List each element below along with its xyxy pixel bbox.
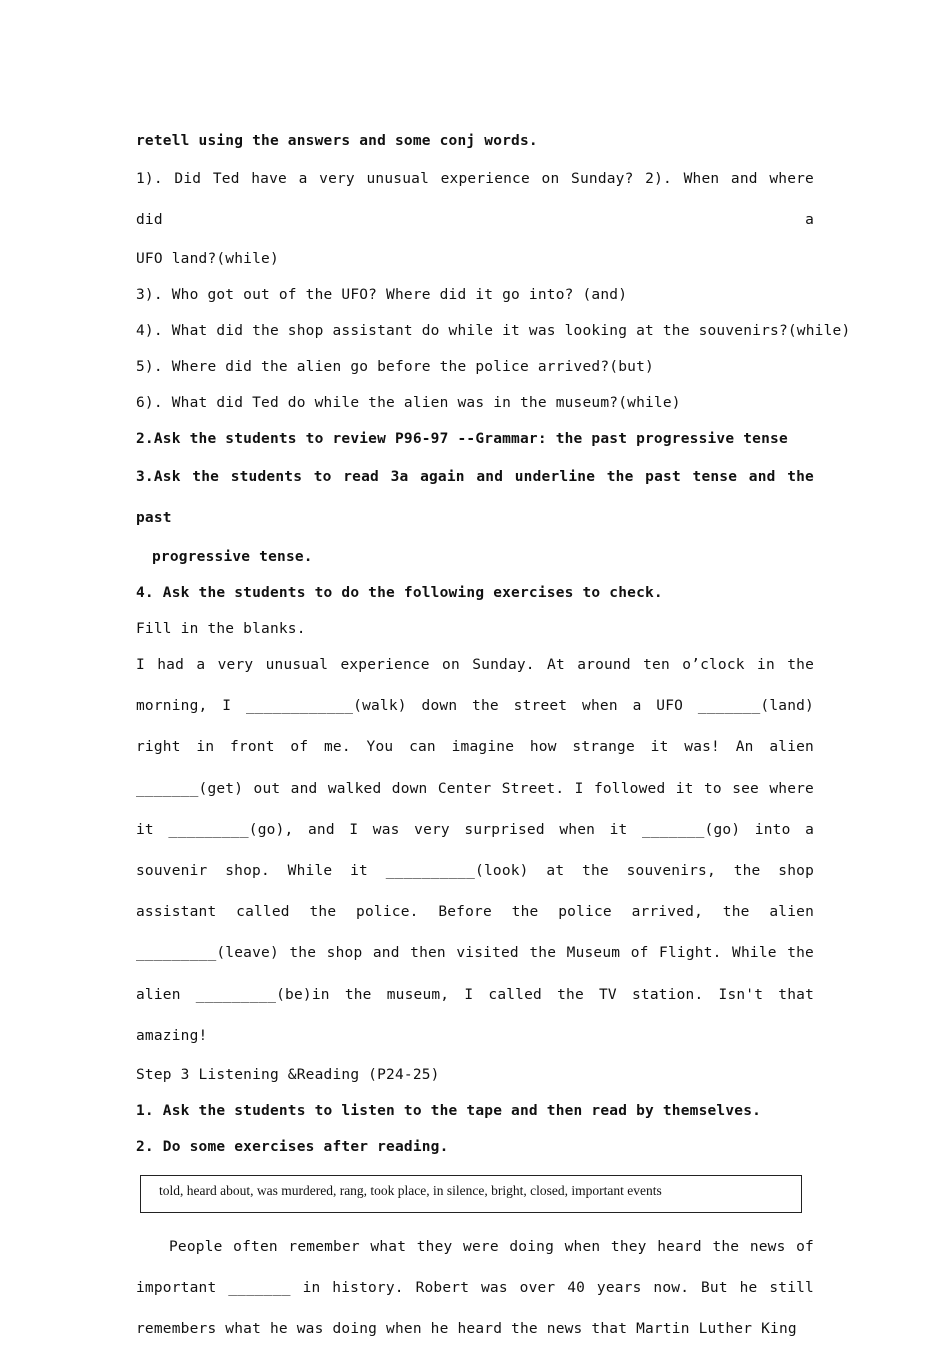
retell-heading: retell using the answers and some conj words.: [136, 133, 538, 149]
question-6: 6). What did Ted do while the alien was in the museum?(while): [136, 395, 681, 411]
reading-passage: People often remember what they were doing when they heard the news of important _______ in history. Robert was over 40 years now. But he still remembers what he was doing when he heard the news that Martin Luther King: [136, 1239, 814, 1338]
step-3-instruction-line-2: progressive tense.: [152, 549, 313, 565]
step-3-item-2: 2. Do some exercises after reading.: [136, 1139, 449, 1156]
question-1-2-line-1: 1). Did Ted have a very unusual experience on Sunday? 2). When and where did a: [136, 171, 814, 228]
word-bank-text: told, heard about, was murdered, rang, took place, in silence, bright, closed, important events: [159, 1183, 662, 1199]
word-bank-box: [140, 1175, 802, 1213]
step-2-instruction: 2.Ask the students to review P96-97 --Grammar: the past progressive tense: [136, 431, 788, 447]
document-page: [136, 123, 851, 1351]
fill-blanks-heading: Fill in the blanks.: [136, 621, 306, 637]
question-3: 3). Who got out of the UFO? Where did it go into? (and): [136, 287, 628, 303]
step-3-instruction-line-1: 3.Ask the students to read 3a again and underline the past tense and the past: [136, 469, 814, 526]
question-4: 4). What did the shop assistant do while it was looking at the souvenirs?(while): [136, 323, 851, 339]
step-3-item-1: 1. Ask the students to listen to the tape and then read by themselves.: [136, 1103, 762, 1120]
question-5: 5). Where did the alien go before the police arrived?(but): [136, 359, 654, 375]
fill-blanks-passage: I had a very unusual experience on Sunday. At around ten o’clock in the morning, I ____________(walk) down the street when a UFO _______(land) right in front of me. You can imagine how strange it was! An alien _______(get) out and walked down Center Street. I followed it to see where it _________(go), and I was very surprised when it _______(go) into a souvenir shop. While it __________(look) at the souvenirs, the shop assistant called the police. Before the police arrived, the alien _________(leave) the shop and then visited the Museum of Flight. While the alien _________(be)in the museum, I called the TV station. Isn't that amazing!: [136, 657, 814, 1044]
step-3-heading: Step 3 Listening &Reading (P24-25): [136, 1067, 440, 1084]
question-2-line-2: UFO land?(while): [136, 251, 279, 267]
step-4-instruction: 4. Ask the students to do the following exercises to check.: [136, 585, 663, 601]
